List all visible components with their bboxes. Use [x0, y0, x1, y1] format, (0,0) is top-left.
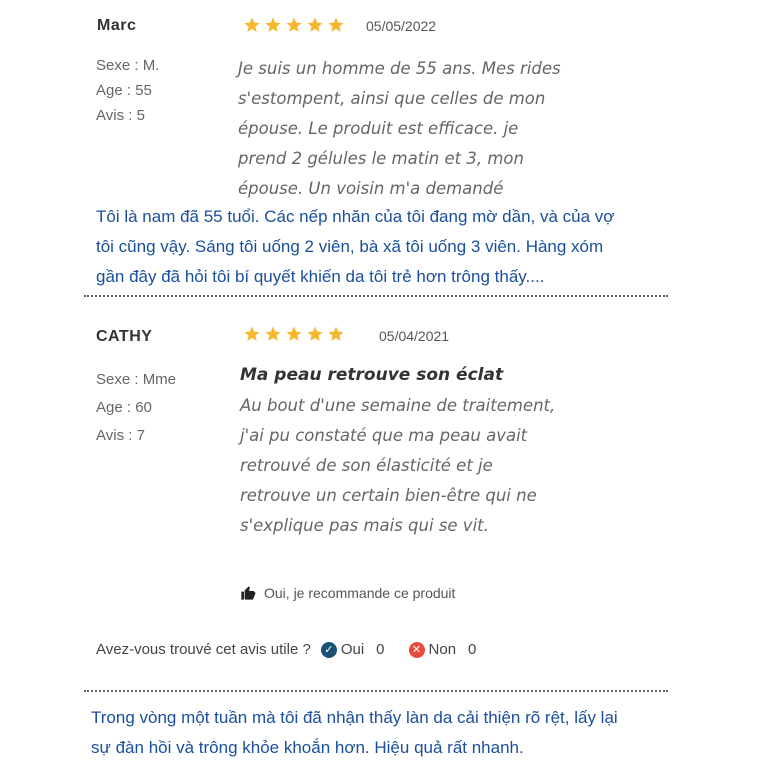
review-translation [91, 703, 618, 763]
star-icon [285, 325, 303, 343]
review-date: 05/05/2022 [366, 18, 437, 34]
close-icon: ✕ [409, 642, 425, 658]
reviewer-sexe: Sexe : Mme [96, 371, 177, 388]
helpful-no-label: Non [428, 641, 457, 658]
reviewer-avis: Avis : 5 [96, 107, 145, 124]
star-icon [243, 16, 261, 34]
reviewer-age: Age : 55 [96, 82, 152, 99]
reviewer-name: Marc [97, 17, 137, 34]
star-icon [306, 16, 324, 34]
reviewer-age: Age : 60 [96, 399, 152, 416]
helpful-no-button[interactable] [409, 641, 477, 658]
thumbs-up-icon [240, 585, 256, 601]
rating-stars [243, 325, 345, 343]
star-icon [243, 325, 261, 343]
review-line: s'explique pas mais qui se vit. [240, 516, 489, 535]
check-icon: ✓ [321, 642, 337, 658]
translation-line: Tôi là nam đã 55 tuổi. Các nếp nhăn của tôi đang mờ dần, và của vợ [96, 207, 615, 226]
helpful-row [96, 641, 476, 658]
star-icon [306, 325, 324, 343]
helpful-no-count: 0 [468, 641, 477, 658]
review-body [240, 391, 555, 541]
review-line: Au bout d'une semaine de traitement, [240, 396, 556, 415]
review-divider [84, 295, 668, 297]
reviewer-name: CATHY [96, 328, 153, 345]
review-line: épouse. Le produit est efficace. je [238, 119, 519, 138]
reviewer-avis: Avis : 7 [96, 427, 145, 444]
reviewer-meta [96, 53, 159, 128]
review-line: Je suis un homme de 55 ans. Mes rides [238, 59, 561, 78]
translation-line: Trong vòng một tuần mà tôi đã nhận thấy làn da cải thiện rõ rệt, lấy lại [91, 708, 618, 727]
review-line: s'estompent, ainsi que celles de mon [238, 89, 546, 108]
review-divider [84, 690, 668, 692]
helpful-yes-count: 0 [376, 641, 385, 658]
rating-stars [243, 16, 345, 34]
translation-line: gần đây đã hỏi tôi bí quyết khiến da tôi trẻ hơn trông thấy.... [96, 267, 545, 286]
reviewer-sexe: Sexe : M. [96, 57, 160, 74]
translation-line: sự đàn hồi và trông khỏe khoắn hơn. Hiệu quả rất nhanh. [91, 738, 524, 757]
helpful-yes-button[interactable] [321, 641, 385, 658]
review-line: épouse. Un voisin m'a demandé [238, 179, 504, 198]
star-icon [285, 16, 303, 34]
star-icon [327, 325, 345, 343]
review-title: Ma peau retrouve son éclat [240, 365, 504, 385]
review-translation [96, 202, 614, 292]
helpful-question: Avez-vous trouvé cet avis utile ? [96, 641, 311, 658]
translation-line: tôi cũng vậy. Sáng tôi uống 2 viên, bà xã tôi uống 3 viên. Hàng xóm [96, 237, 604, 256]
reviewer-meta [96, 366, 176, 450]
review-date: 05/04/2021 [379, 328, 450, 344]
helpful-yes-label: Oui [340, 641, 365, 658]
review-line: retrouve un certain bien-être qui ne [240, 486, 537, 505]
review-body [238, 54, 561, 204]
star-icon [327, 16, 345, 34]
review-line: retrouvé de son élasticité et je [240, 456, 493, 475]
review-line: j'ai pu constaté que ma peau avait [240, 426, 528, 445]
star-icon [264, 325, 282, 343]
star-icon [264, 16, 282, 34]
recommend-badge [240, 585, 455, 601]
review-line: prend 2 gélules le matin et 3, mon [238, 149, 524, 168]
recommend-text: Oui, je recommande ce produit [264, 585, 456, 601]
